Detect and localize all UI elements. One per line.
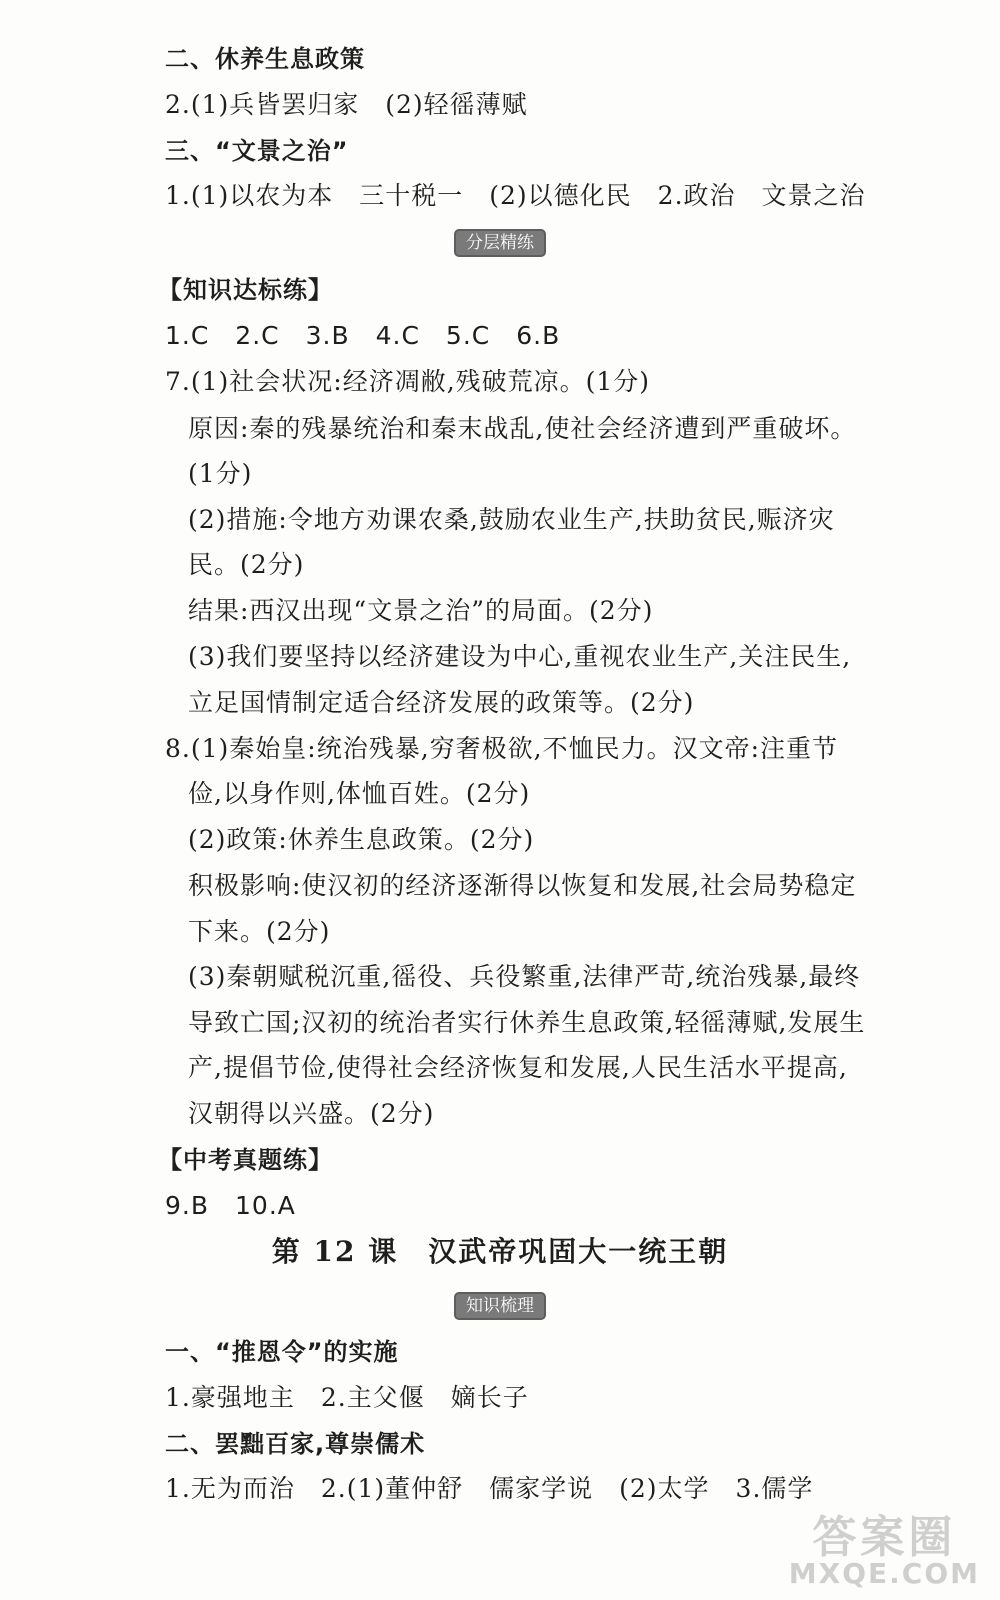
answer-line: 1.豪强地主 2.主父偃 嫡长子	[165, 1383, 529, 1412]
section-badge: 分层精练	[454, 229, 546, 257]
answer-line: 导致亡国;汉初的统治者实行休养生息政策,轻徭薄赋,发展生	[188, 1008, 866, 1037]
section-badge: 知识梳理	[454, 1292, 546, 1320]
answer-line: 9.B 10.A	[165, 1191, 296, 1220]
answer-line: 1.C 2.C 3.B 4.C 5.C 6.B	[165, 321, 561, 350]
answer-line: (3)我们要坚持以经济建设为中心,重视农业生产,关注民生,	[188, 642, 852, 671]
answer-line: (2)措施:令地方劝课农桑,鼓励农业生产,扶助贫民,赈济灾	[188, 505, 835, 534]
answer-line: 立足国情制定适合经济发展的政策等。(2分)	[188, 688, 695, 717]
watermark-logo-text: 答案圈	[812, 1512, 957, 1563]
answer-line: 结果:西汉出现“文景之治”的局面。(2分)	[188, 596, 654, 625]
subsection-heading: 【知识达标练】	[158, 276, 333, 304]
answer-line: 1.(1)以农为本 三十税一 (2)以德化民 2.政治 文景之治	[165, 181, 866, 210]
answer-line: 下来。(2分)	[188, 917, 331, 946]
answer-line: (1分)	[188, 459, 253, 488]
section-heading: 三、“文景之治”	[165, 137, 349, 165]
answer-line: 俭,以身作则,体恤百姓。(2分)	[188, 779, 531, 808]
answer-line: (2)政策:休养生息政策。(2分)	[188, 825, 535, 854]
answer-line: 民。(2分)	[188, 550, 305, 579]
answer-line: 原因:秦的残暴统治和秦末战乱,使社会经济遭到严重破坏。	[188, 414, 857, 443]
subsection-heading: 【中考真题练】	[158, 1146, 333, 1174]
answer-line: 1.无为而治 2.(1)董仲舒 儒家学说 (2)太学 3.儒学	[165, 1474, 814, 1503]
watermark	[788, 1512, 980, 1590]
section-heading: 二、罢黜百家,尊崇儒术	[165, 1430, 426, 1458]
lesson-title: 第 12 课 汉武帝巩固大一统王朝	[271, 1235, 729, 1268]
answer-line: 2.(1)兵皆罢归家 (2)轻徭薄赋	[165, 90, 528, 119]
answer-line: 7.(1)社会状况:经济凋敝,残破荒凉。(1分)	[165, 367, 651, 396]
answer-line: 产,提倡节俭,使得社会经济恢复和发展,人民生活水平提高,	[188, 1053, 848, 1082]
answer-line: 汉朝得以兴盛。(2分)	[188, 1099, 435, 1128]
answer-line: 8.(1)秦始皇:统治残暴,穷奢极欲,不恤民力。汉文帝:注重节	[165, 734, 839, 763]
watermark-url: MXQE.COM	[788, 1557, 980, 1590]
answer-line: 积极影响:使汉初的经济逐渐得以恢复和发展,社会局势稳定	[188, 871, 857, 900]
answer-line: (3)秦朝赋税沉重,徭役、兵役繁重,法律严苛,统治残暴,最终	[188, 962, 861, 991]
section-heading: 一、“推恩令”的实施	[165, 1338, 399, 1366]
section-heading: 二、休养生息政策	[165, 45, 365, 73]
